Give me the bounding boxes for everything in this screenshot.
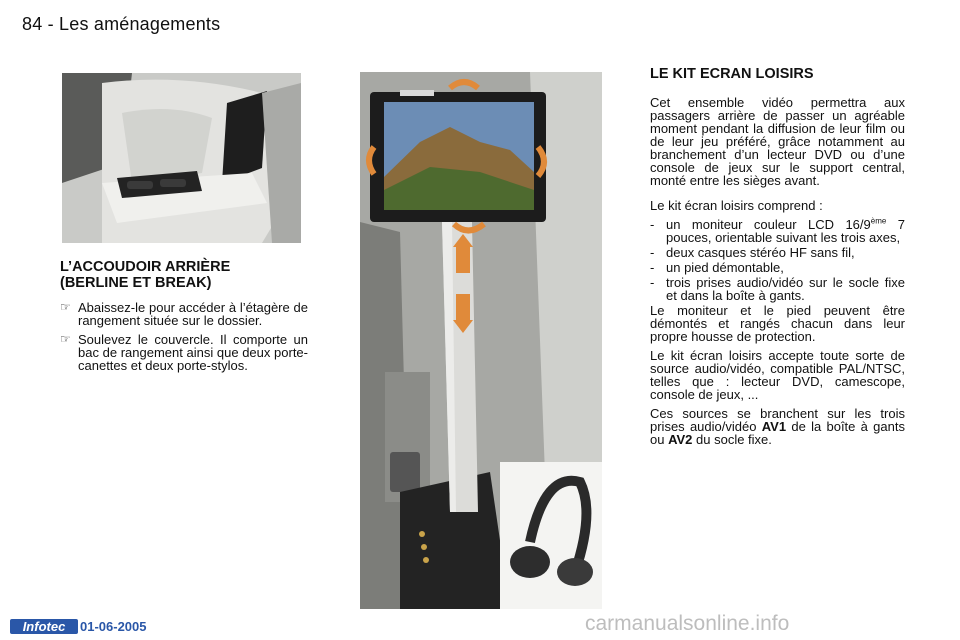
screen-kit-illustration: [360, 72, 602, 609]
list-item: ☞ Abaissez-le pour accéder à l’étagère de rangement située sur le dossier.: [60, 300, 308, 328]
armrest-title: L’ACCOUDOIR ARRIÈRE (BERLINE ET BREAK): [60, 259, 231, 291]
list-item: - trois prises audio/vidéo sur le socle fixe et dans la boîte à gants.: [650, 275, 905, 303]
page-number: 84: [22, 14, 43, 34]
armrest-section: [60, 259, 308, 378]
armrest-illustration: [62, 73, 301, 243]
kit-sources-paragraph: Le kit écran loisirs accepte toute sorte de source audio/vidéo, compatible PAL/NTSC, telles que : lecteur DVD, camescope, console de jeux, ...: [650, 348, 905, 402]
kit-protection-paragraph: Le moniteur et le pied peuvent être démontés et rangés chacun dans leur propre housse de protection.: [650, 303, 905, 344]
edition-date: 01-06-2005: [80, 619, 147, 634]
list-item: - deux casques stéréo HF sans fil,: [650, 245, 855, 260]
page-header: [22, 14, 220, 35]
list-item: - un moniteur couleur LCD 16/9ème 7 pouces, orientable suivant les trois axes,: [650, 216, 906, 245]
screen-kit-section: [650, 66, 905, 452]
screen-kit-photo: [360, 72, 602, 609]
pointing-hand-icon: ☞: [60, 332, 71, 346]
armrest-photo: [62, 73, 301, 243]
av1-label: AV1: [761, 419, 787, 434]
kit-intro: Cet ensemble vidéo permettra aux passagers arrière de passer un agréable moment pendant la diffusion de leur film ou de leur jeu préféré, grâce notamment au branchement d’un lecteur DVD ou d’une console de jeux sur le support central, monté entre les sièges avant.: [650, 95, 905, 188]
section-title: Les aménagements: [59, 14, 221, 34]
kit-connection-paragraph: Ces sources se branchent sur les trois prises audio/vidéo AV1 de la boîte à gants ou AV2 du socle fixe.: [650, 406, 905, 447]
header-separator: -: [47, 14, 54, 34]
av2-label: AV2: [668, 432, 693, 447]
screen-kit-title: LE KIT ECRAN LOISIRS: [650, 66, 814, 82]
kit-contents-list: [650, 218, 905, 302]
infotec-logo: Infotec: [10, 619, 78, 634]
pointing-hand-icon: ☞: [60, 300, 71, 314]
watermark-text: carmanualsonline.info: [585, 612, 790, 635]
armrest-instructions: [60, 301, 308, 372]
kit-contents-heading: Le kit écran loisirs comprend :: [650, 198, 823, 213]
list-item: ☞ Soulevez le couvercle. Il comporte un bac de rangement ainsi que deux porte-canettes et deux porte-stylos.: [60, 332, 308, 373]
list-item: - un pied démontable,: [650, 260, 784, 275]
